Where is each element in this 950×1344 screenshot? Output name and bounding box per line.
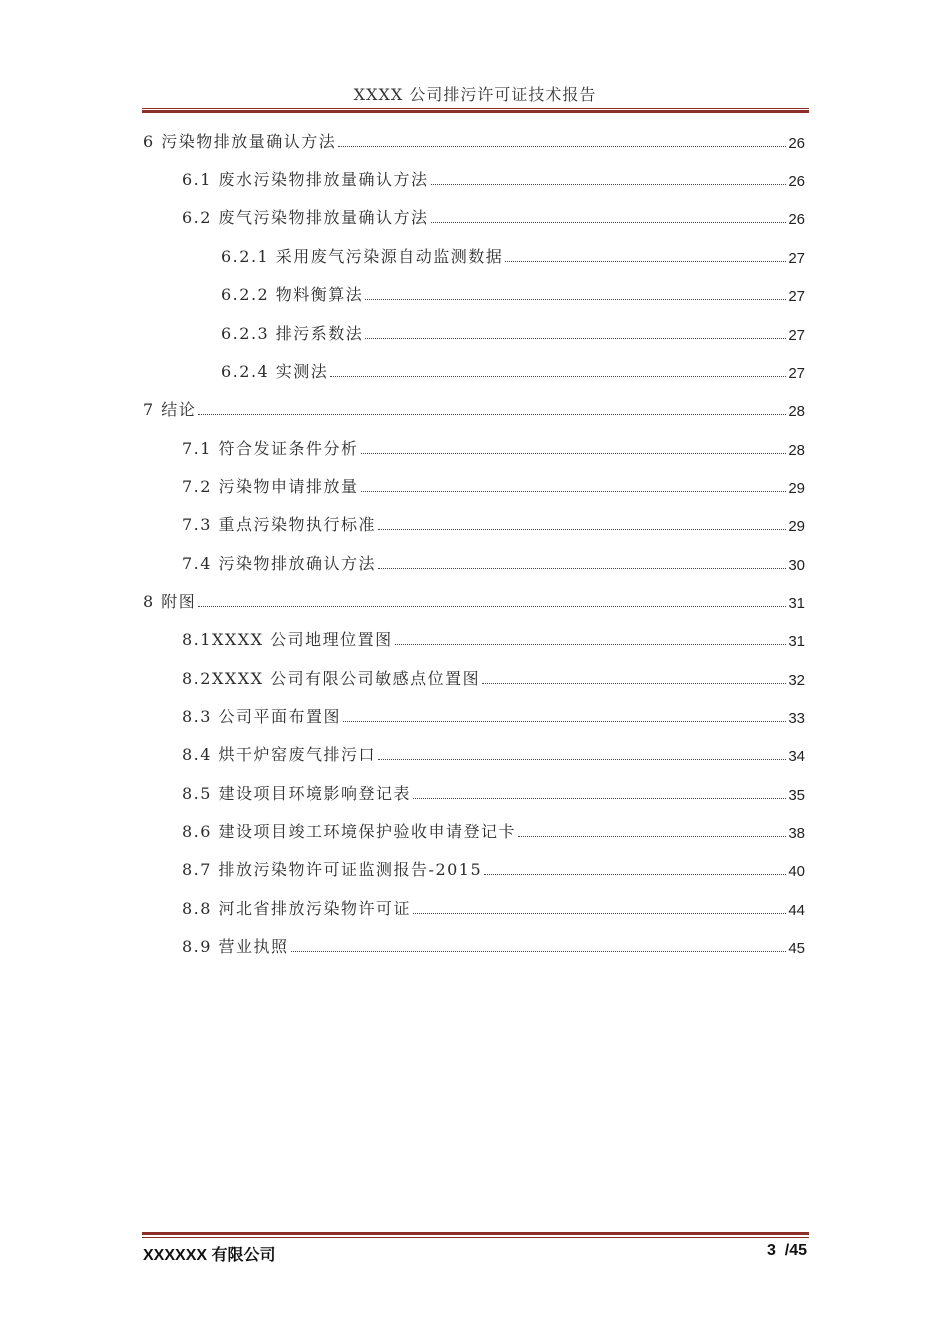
toc-entry-page: 28 (788, 442, 805, 459)
page-header-title: XXXX 公司排污许可证技术报告 (353, 85, 597, 104)
footer-page-number: 3 /45 (766, 1242, 807, 1259)
toc-entry[interactable] (143, 590, 805, 612)
toc-leader-dots (365, 299, 786, 300)
toc-leader-dots (484, 874, 786, 875)
toc-entry-label: 7.3 重点污染物执行标准 (182, 515, 377, 534)
toc-entry[interactable] (221, 360, 805, 382)
toc-entry-label: 8.9 营业执照 (182, 937, 289, 956)
toc-entry-label: 6.2.1 采用废气污染源自动监测数据 (221, 247, 504, 266)
toc-entry[interactable] (182, 935, 805, 957)
toc-entry[interactable] (182, 168, 805, 190)
toc-entry-label: 6 污染物排放量确认方法 (143, 132, 337, 151)
toc-entry-page: 29 (788, 518, 805, 535)
toc-entry-page: 26 (788, 135, 805, 152)
toc-entry-page: 30 (788, 557, 805, 574)
toc-leader-dots (343, 721, 786, 722)
footer-company-name: XXXXXX 有限公司 (143, 1247, 276, 1264)
toc-leader-dots (361, 491, 787, 492)
toc-entry-label: 8.4 烘干炉窑废气排污口 (182, 745, 377, 764)
toc-entry-label: 8.1XXXX 公司地理位置图 (182, 630, 393, 649)
toc-leader-dots (518, 836, 786, 837)
toc-entry[interactable] (182, 667, 805, 689)
toc-entry-page: 27 (788, 250, 805, 267)
toc-entry[interactable] (182, 820, 805, 842)
toc-leader-dots (378, 529, 786, 530)
toc-entry[interactable] (182, 206, 805, 228)
toc-entry-label: 6.2 废气污染物排放量确认方法 (182, 208, 429, 227)
toc-leader-dots (198, 606, 786, 607)
toc-entry-page: 40 (788, 863, 805, 880)
toc-entry-label: 7 结论 (143, 400, 197, 419)
toc-leader-dots (291, 951, 787, 952)
toc-leader-dots (482, 683, 786, 684)
toc-entry-page: 32 (788, 672, 805, 689)
toc-entry[interactable] (182, 743, 805, 765)
toc-entry-label: 6.1 废水污染物排放量确认方法 (182, 170, 429, 189)
toc-leader-dots (431, 184, 787, 185)
toc-leader-dots (198, 414, 786, 415)
toc-entry-page: 31 (788, 633, 805, 650)
toc-entry-page: 27 (788, 365, 805, 382)
toc-entry-page: 27 (788, 327, 805, 344)
toc-entry-label: 8.3 公司平面布置图 (182, 707, 342, 726)
toc-entry-label: 8.2XXXX 公司有限公司敏感点位置图 (182, 669, 481, 688)
toc-entry-label: 8.8 河北省排放污染物许可证 (182, 899, 412, 918)
toc-entry-page: 28 (788, 403, 805, 420)
toc-entry[interactable] (182, 705, 805, 727)
toc-entry-label: 6.2.3 排污系数法 (221, 324, 364, 343)
toc-entry-page: 29 (788, 480, 805, 497)
toc-entry-label: 7.1 符合发证条件分析 (182, 439, 359, 458)
toc-entry-label: 8.6 建设项目竣工环境保护验收申请登记卡 (182, 822, 517, 841)
toc-entry-page: 35 (788, 787, 805, 804)
toc-entry[interactable] (143, 398, 805, 420)
footer-rule-thick (142, 1232, 809, 1235)
toc-entry-label: 6.2.2 物料衡算法 (221, 285, 364, 304)
toc-entry-page: 38 (788, 825, 805, 842)
toc-entry[interactable] (182, 858, 805, 880)
toc-entry[interactable] (221, 283, 805, 305)
toc-entry-label: 6.2.4 实测法 (221, 362, 329, 381)
toc-entry[interactable] (182, 437, 805, 459)
toc-leader-dots (330, 376, 786, 377)
toc-entry-label: 8 附图 (143, 592, 197, 611)
toc-leader-dots (413, 913, 786, 914)
toc-entry[interactable] (182, 782, 805, 804)
toc-entry-label: 8.7 排放污染物许可证监测报告-2015 (182, 860, 483, 879)
toc-entry[interactable] (182, 628, 805, 650)
toc-entry[interactable] (182, 897, 805, 919)
toc-entry-label: 7.4 污染物排放确认方法 (182, 554, 377, 573)
toc-entry[interactable] (182, 513, 805, 535)
toc-entry[interactable] (182, 552, 805, 574)
toc-entry-page: 34 (788, 748, 805, 765)
toc-entry[interactable] (221, 245, 805, 267)
toc-leader-dots (413, 798, 786, 799)
toc-entry[interactable] (143, 130, 805, 152)
toc-leader-dots (378, 568, 786, 569)
footer-rule-thin (142, 1237, 809, 1238)
toc-entry-page: 26 (788, 211, 805, 228)
toc-entry-page: 31 (788, 595, 805, 612)
toc-leader-dots (431, 222, 787, 223)
toc-leader-dots (338, 146, 786, 147)
toc-leader-dots (395, 644, 787, 645)
toc-leader-dots (378, 759, 786, 760)
toc-leader-dots (365, 338, 786, 339)
toc-entry-page: 45 (788, 940, 805, 957)
toc-leader-dots (361, 453, 787, 454)
toc-entry[interactable] (221, 322, 805, 344)
toc-entry-page: 33 (788, 710, 805, 727)
toc-entry-page: 26 (788, 173, 805, 190)
toc-leader-dots (505, 261, 786, 262)
toc-entry-page: 27 (788, 288, 805, 305)
toc-entry[interactable] (182, 475, 805, 497)
toc-entry-label: 7.2 污染物申请排放量 (182, 477, 359, 496)
toc-entry-page: 44 (788, 902, 805, 919)
toc-entry-label: 8.5 建设项目环境影响登记表 (182, 784, 412, 803)
